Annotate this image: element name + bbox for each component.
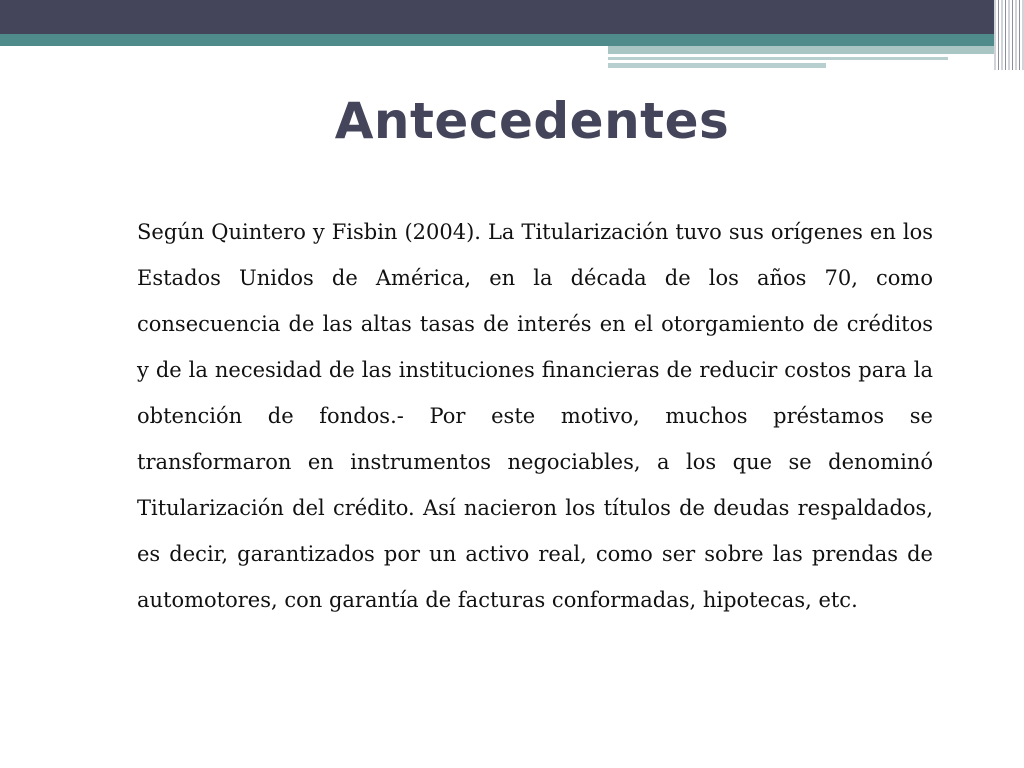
header-stripes-decoration <box>994 0 1024 70</box>
header-accent-line <box>608 57 948 60</box>
header-teal-bar <box>0 34 1024 46</box>
slide-body-text: Según Quintero y Fisbin (2004). La Titularización tuvo sus orígenes en los Estados Unidos de América, en la década de los años 70, como consecuencia de las altas tasas de interés en el otorgamiento de créditos y de la necesidad de las instituciones financieras de reducir costos para la obtención de fondos.- Por este motivo, muchos préstamos se transformaron en instrumentos negociables, a los que se denominó Titularización del crédito. Así nacieron los títulos de deudas respaldados, es decir, garantizados por un activo real, como ser sobre las prendas de automotores, con garantía de facturas conformadas, hipotecas, etc. <box>137 220 933 612</box>
header-dark-bar <box>0 0 1024 34</box>
header-accent-line-short <box>608 63 826 68</box>
slide-title: Antecedentes <box>334 92 730 150</box>
header-accent-bar <box>608 46 1024 54</box>
